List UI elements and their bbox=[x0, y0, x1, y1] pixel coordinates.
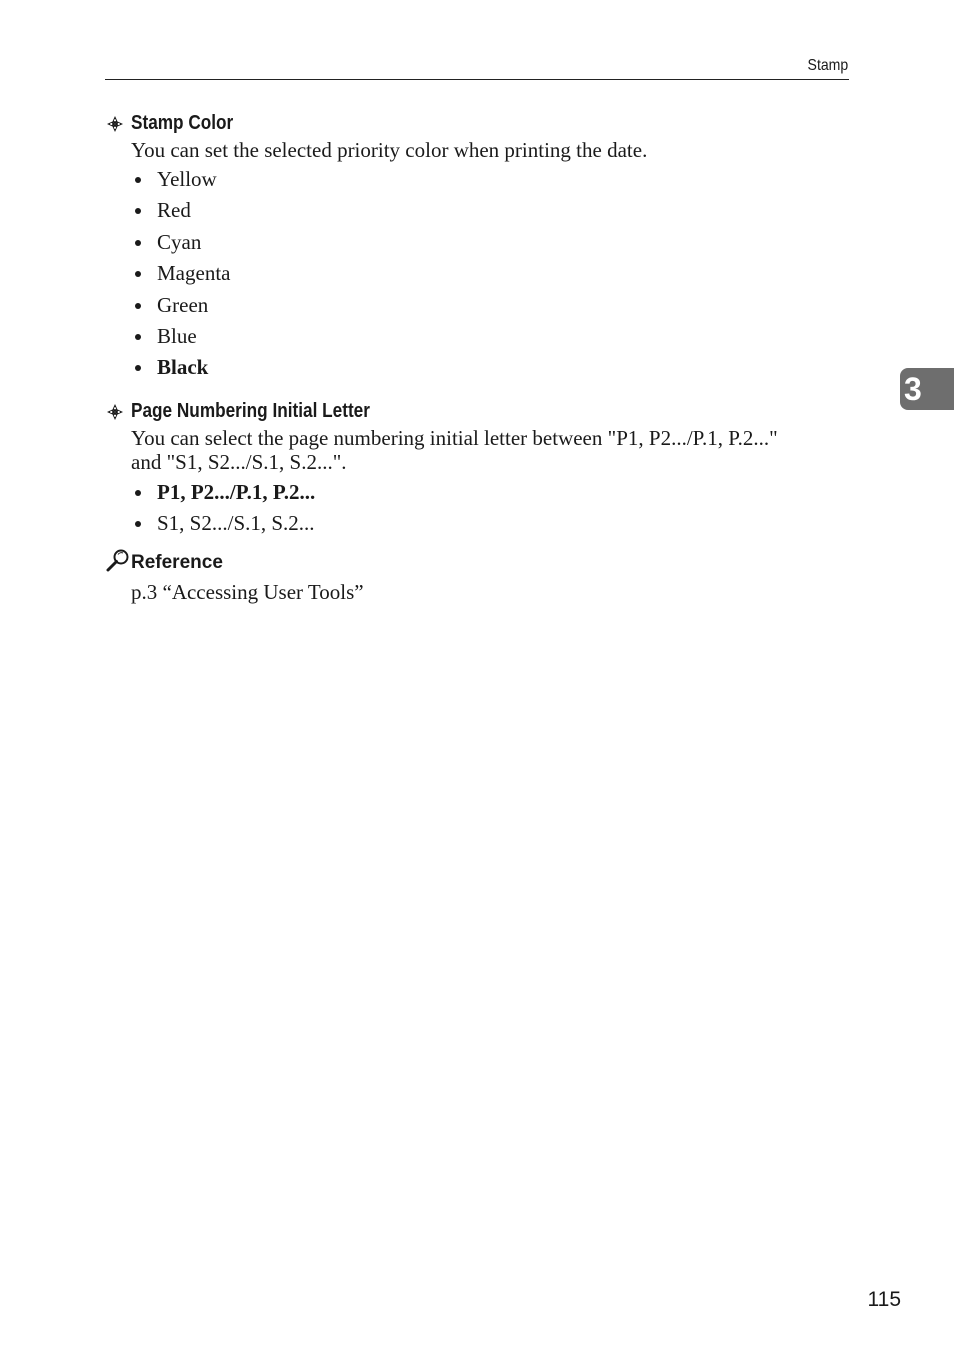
list-item bbox=[131, 227, 230, 258]
bullet bbox=[135, 240, 141, 246]
page-numbering-description-line-2: and "S1, S2.../S.1, S.2...". bbox=[131, 450, 347, 474]
option-label: Red bbox=[157, 198, 191, 223]
option-label: Cyan bbox=[157, 229, 202, 254]
list-item bbox=[131, 164, 230, 195]
option-label: P1, P2.../P.1, P.2... bbox=[157, 480, 316, 504]
magnifier-icon bbox=[105, 548, 131, 574]
page-numbering-description bbox=[131, 426, 853, 474]
list-item bbox=[131, 195, 230, 226]
option-label: Blue bbox=[157, 323, 197, 348]
option-label: S1, S2.../S.1, S.2... bbox=[157, 511, 315, 536]
option-label: Black bbox=[157, 355, 209, 380]
bullet bbox=[135, 334, 141, 340]
bullet bbox=[135, 365, 141, 371]
list-item bbox=[131, 290, 230, 321]
page-numbering-heading bbox=[105, 400, 409, 423]
option-label: Green bbox=[157, 292, 209, 317]
bullet bbox=[135, 490, 141, 496]
bullet bbox=[135, 177, 141, 183]
four-petal-diamond-icon bbox=[105, 114, 125, 134]
page-numbering-options bbox=[131, 477, 315, 540]
stamp-color-description: You can set the selected priority color when printing the date. bbox=[131, 138, 648, 162]
bullet bbox=[135, 303, 141, 309]
list-item-default bbox=[131, 477, 315, 508]
list-item bbox=[131, 508, 315, 539]
list-item bbox=[131, 321, 230, 352]
chapter-tab: 3 bbox=[900, 368, 954, 410]
bullet bbox=[135, 208, 141, 214]
reference-link-text: p.3 “Accessing User Tools” bbox=[131, 580, 364, 604]
page-number: 115 bbox=[867, 1288, 901, 1311]
page-numbering-heading-text: Page Numbering Initial Letter bbox=[131, 400, 370, 422]
list-item bbox=[131, 258, 230, 289]
reference-heading-text: Reference bbox=[131, 552, 223, 573]
four-petal-diamond-icon bbox=[105, 402, 125, 422]
option-label: Yellow bbox=[157, 167, 217, 191]
stamp-color-heading bbox=[105, 112, 250, 135]
stamp-color-options bbox=[131, 164, 230, 384]
header-rule bbox=[105, 79, 849, 80]
page-numbering-description-line-1: You can select the page numbering initial letter between "P1, P2.../P.1, P.2..." bbox=[131, 426, 778, 450]
bullet bbox=[135, 521, 141, 527]
running-header-label: Stamp bbox=[807, 57, 848, 74]
list-item-default bbox=[131, 352, 230, 383]
stamp-color-heading-text: Stamp Color bbox=[131, 112, 234, 134]
reference-heading bbox=[105, 548, 223, 574]
bullet bbox=[135, 271, 141, 277]
option-label: Magenta bbox=[157, 261, 231, 286]
